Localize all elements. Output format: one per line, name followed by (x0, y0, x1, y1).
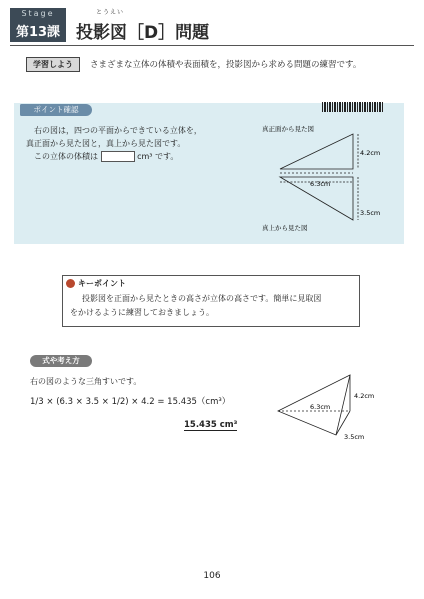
stage-label: Stage (21, 9, 55, 18)
pyramid-edge-depth (336, 411, 350, 435)
title-ruby: とうえい (96, 9, 125, 16)
solution-answer: 15.435 cm³ (184, 420, 238, 430)
title-divider (10, 45, 414, 46)
solution-intro: 右の図のような三角すいです。 (30, 377, 142, 386)
pyramid-height-label: 4.2cm (354, 392, 375, 400)
solution-label: 式や考え方 (30, 355, 92, 367)
learning-label: 学習しよう (26, 57, 80, 72)
key-point-icon (66, 279, 75, 288)
lesson-number: 第13課 (15, 25, 61, 40)
solution-formula: 1/3 × (6.3 × 3.5 × 1/2) × 4.2 = 15.435（cm³） (30, 397, 231, 407)
pyramid-figure (270, 365, 390, 450)
page-number: 106 (203, 571, 221, 581)
volume-question (34, 151, 178, 162)
problem-tab: ポイント確認 (20, 104, 92, 116)
key-point-title: キーポイント (78, 279, 126, 288)
key-point-line-2: をかけるように練習しておきましょう。 (70, 308, 214, 317)
pyramid-width-label: 6.3cm (310, 403, 331, 411)
page-title: 投影図［D］問題 (76, 23, 210, 43)
barcode-icon (322, 102, 384, 112)
depth-label: 3.5cm (360, 209, 381, 217)
volume-prefix: この立体の体積は (34, 152, 98, 161)
volume-unit: cm³ (137, 152, 153, 161)
projection-figure (240, 122, 400, 234)
height-label: 4.2cm (360, 149, 381, 157)
volume-answer-box[interactable] (101, 151, 135, 162)
top-view-label: 真上から見た図 (262, 224, 308, 232)
problem-line-1: 右の図は，四つの平面からできている立体を， (34, 126, 202, 135)
stage-badge (10, 8, 66, 42)
key-point-line-1: 投影図を正面から見たときの高さが立体の高さです。簡単に見取図 (82, 294, 322, 303)
width-label: 6.3cm (310, 180, 331, 188)
pyramid-depth-label: 3.5cm (344, 433, 365, 441)
front-view-triangle (280, 134, 353, 169)
volume-suffix: です。 (155, 152, 179, 161)
learning-text: さまざまな立体の体積や表面積を，投影図から求める問題の練習です。 (90, 60, 362, 70)
front-view-label: 真正面から見た図 (262, 125, 314, 133)
problem-line-2: 真正面から見た図と，真上から見た図です。 (26, 139, 186, 148)
